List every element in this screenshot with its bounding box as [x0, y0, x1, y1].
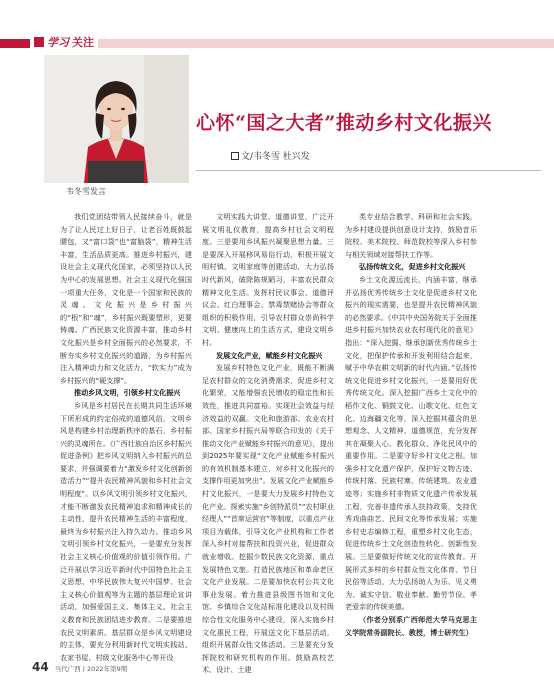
- subheading: 发展文化产业，赋能乡村文化振兴: [216, 350, 323, 360]
- section-label: 关注: [72, 36, 94, 49]
- body-paragraph: 乡风是乡村居民在长期共同生活环境下所形成的约定俗成的道德风俗，文明乡风是构建乡村治理新秩序的基石，乡村振兴的灵魂所在。《广西壮族自治区乡村振兴促进条例》把乡风文明纳入乡村振兴的总要求，并强调要着力“激发乡村文化创新创造活力”“提升农民精神风貌和乡村社会文明程度”。以乡风文明引领乡村文化振兴，才能不断激发农民精神追求和精神成长的主动性，提升农民精神生活的丰富程度，最终为乡村振兴注入持久动力。推动乡风文明引领乡村文化振兴，一是要充分发挥社会主义核心价值观的价值引领作用。广泛开展以学习近平新时代中国特色社会主义思想、中华民族伟大复兴中国梦、社会主义核心价值观等为主题的基层理论宣讲活动，加强爱国主义、集体主义、社会主义教育和民族团结进步教育。二是要推进农民文明素质。基层群众是乡风文明建设的主体，要充分利用新时代文明实践站、农家书屋、村级文化服务中心等开设: [60, 400, 192, 662]
- publication-info: 当代广西 | 2022年第9期: [54, 665, 128, 673]
- section-square-icon: [34, 37, 44, 47]
- byline-box-icon: [231, 152, 239, 160]
- article-column-2: [202, 211, 334, 677]
- body-paragraph: 我们党团结带领人民接续奋斗，就是为了让人民过上好日子，让老百姓既鼓起腰包，又“富口袋”也“富脑袋”，精神生活丰富，生活品质更高。推进乡村振兴，建设社会主义现代化国家，必须坚持以人民为中心的发展思想。社会主义现代化强国一项重大任务，文化是一个国家和民族的灵魂。文化振兴是乡村振兴的“根”和“魂”，乡村振兴既要塑形，更要铸魂。广西民族文化资源丰富，推动乡村文化振兴是乡村全面振兴的必然要求，不断夯实乡村文化振兴的道路，为乡村振兴注入精神动力和文化活力，“软实力”成为乡村振兴的“硬支撑”。: [60, 212, 192, 385]
- body-paragraph: 文明实践大讲堂、道德讲堂，广泛开展文明礼仪教育，提高乡村社会文明程度。三是要用乡风振兴凝聚思想力量。三是要深入开展移风易俗行动，积极开展文明村镇、文明家庭等创建活动，大力弘扬时代新风，破除陈规陋习，丰富农民群众精神文化生活。发挥村民议事会、道德评议会、红白理事会、禁毒禁赌协会等群众组织的积极作用，引导农村群众崇尚科学文明、健康向上的生活方式，建设文明乡村。: [202, 212, 334, 347]
- article-column-1: [60, 211, 192, 664]
- header-bar-red: [0, 39, 30, 48]
- section-brand: 学习: [47, 36, 69, 49]
- page-footer: [32, 660, 127, 674]
- byline: [231, 149, 310, 162]
- author-photo: [44, 55, 189, 183]
- section-tag: [30, 34, 98, 50]
- headline-divider: [196, 170, 541, 171]
- body-paragraph: 乡土文化源远流长，内涵丰富，继承并弘扬优秀传统乡土文化是促进乡村文化振兴的现实需要，也是提升农民精神风貌的必然要求。《中共中央国务院关于全面推进乡村振兴加快农业农村现代化的意见》指出：“深入挖掘、继承创新优秀传统乡土文化，把保护传承和开发利用结合起来，赋予中华农耕文明新的时代内涵。”弘扬传统文化促进乡村文化振兴，一是要用好优秀传统文化。深入挖掘广西乡土文化中的稻作文化、铜鼓文化、山歌文化、红色文化、边海疆文化等，深入挖掘其蕴含的思想观念、人文精神、道德规范，充分发挥其在凝聚人心、教化群众、净化民风中的重要作用。二是要守好乡村文化之根。加强乡村文化遗产保护，保护好文物古迹、传统村落、民族村寨、传统建筑、农业遗迹等；实施乡村非物质文化遗产传承发展工程，完善非遗传承人扶持政策，支持优秀戏曲曲艺、民间文化等传承发展；实施乡村史志编修工程，重塑乡村文化生态，促进传统乡土文化创造性转化、创新性发展。三是要做好传统文化的宣传教育。开展形式多样的乡村群众性文化体育、节日民俗等活动，大力弘扬助人为乐、见义勇为、诚实守信、敬业奉献、勤劳节俭、孝老爱亲的传统美德。: [345, 274, 477, 612]
- photo-caption: 韦冬雪发言: [66, 187, 106, 196]
- author-photo-illustration: [44, 55, 189, 183]
- article-headline: 心怀“国之大者”推动乡村文化振兴: [196, 112, 492, 134]
- header-bar-pink: [34, 39, 554, 48]
- body-paragraph: 发展乡村特色文化产业，既能不断满足农村群众的文化消费需求，促进乡村文化繁荣，又能增强农民增收的稳定性和长效性，推进共同富裕。实现社会效益与经济效益的双赢。文化和旅游部、农业农村部、国家乡村振兴局等联合印发的《关于推动文化产业赋能乡村振兴的意见》，提出到2025年要实现“文化产业赋能乡村振兴的有效机制基本建立，对乡村文化振兴的支撑作用更加突出”。发展文化产业赋能乡村文化振兴，一是要大力发展乡村特色文化产业。探索实施“乡创特派员”“农村职业经理人”“首席运营官”等制度，以重点产业项目为载体，引导文化产业机构和工作者深入乡村对接帮扶和投资兴业，促进群众就业增收。挖掘少数民族文化资源，重点发展特色文旅。打造民族地区和革命老区文化产业发展。二是要加快农村公共文化事业发展。着力推进县级图书馆和文化馆、乡镇综合文化站标准化建设以及村级综合性文化服务中心建设，深入实施乡村文化惠民工程，开展送文化下基层活动，组织开展群众性文体活动。三是要充分发挥院校和研究机构的作用。鼓励高校艺术、设计、土建: [202, 363, 334, 675]
- subheading: 弘扬传统文化，促进乡村文化振兴: [359, 262, 466, 272]
- article-column-3: [345, 211, 477, 639]
- author-note: （作者分别系广西师范大学马克思主义学院常务副院长、教授，博士研究生）: [345, 615, 477, 637]
- body-paragraph: 类专业结合教学、科研和社会实践，为乡村建设提供创意设计支持，鼓励音乐院校、美术院校、师范院校等深入乡村参与相关领域对接帮扶工作等。: [345, 212, 477, 259]
- page-number: 44: [32, 660, 49, 674]
- subheading: 推动乡风文明，引领乡村文化振兴: [74, 388, 181, 398]
- byline-text: 文/韦冬雪 杜兴发: [241, 152, 310, 162]
